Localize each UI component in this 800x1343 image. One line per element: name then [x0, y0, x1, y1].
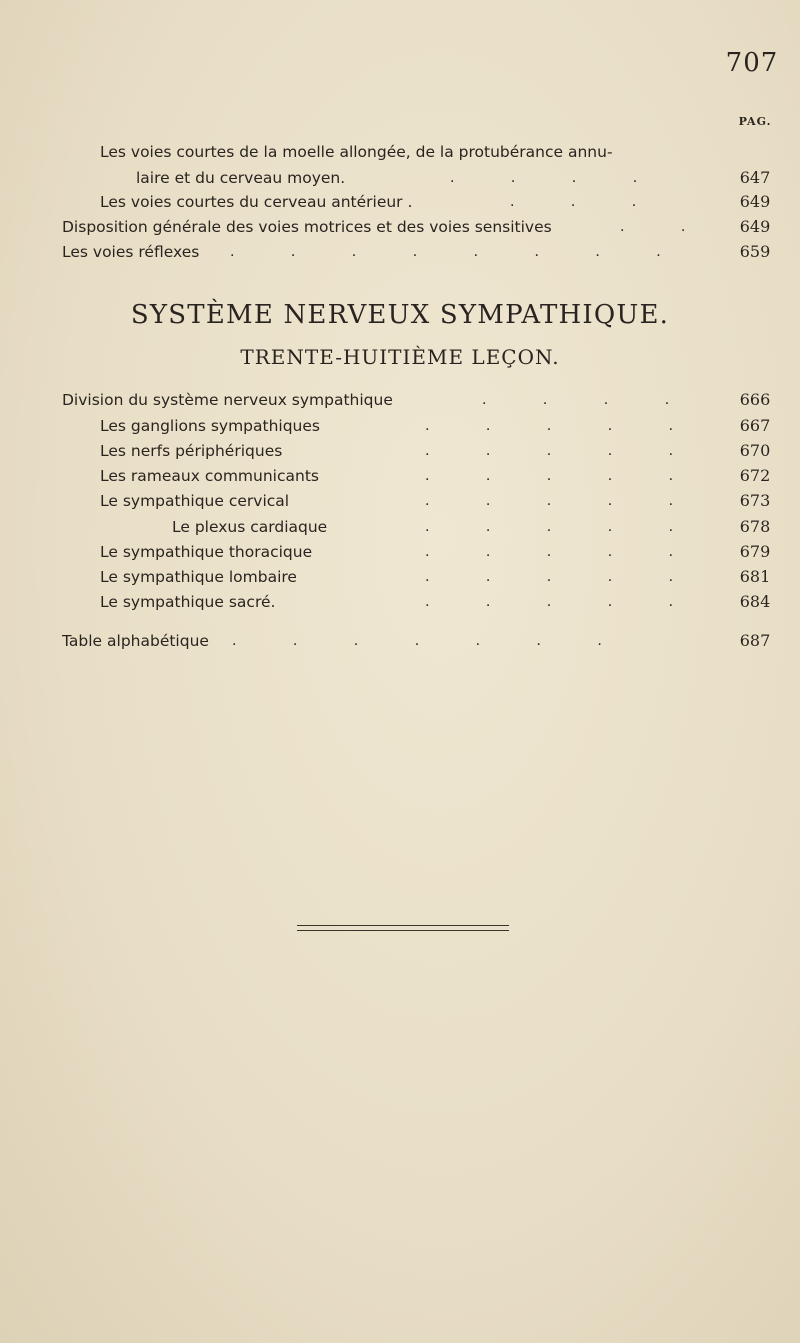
toc-entry: Le sympathique lombaire: [100, 568, 297, 586]
dot-leader: . . . . . . .: [232, 633, 628, 649]
toc-page-ref: 678: [739, 517, 771, 536]
section-title: SYSTÈME NERVEUX SYMPATHIQUE.: [130, 300, 670, 330]
dot-leader: . . . . .: [425, 569, 700, 585]
toc-entry: Le plexus cardiaque: [172, 518, 328, 536]
toc-page-ref: 672: [739, 466, 771, 485]
toc-entry: Le sympathique sacré.: [100, 593, 276, 611]
toc-entry: Les ganglions sympathiques: [100, 417, 320, 435]
toc-page-ref: 673: [739, 491, 771, 510]
toc-entry: Table alphabétique: [62, 632, 209, 650]
toc-page-ref: 647: [739, 168, 771, 187]
dot-leader: . . . . .: [425, 519, 700, 535]
toc-page-ref: 679: [739, 542, 771, 561]
closing-rule-top: [297, 925, 509, 926]
toc-page-ref: 666: [739, 390, 771, 409]
toc-page-ref: 670: [739, 441, 771, 460]
toc-page-ref: 659: [739, 242, 771, 261]
toc-entry-line1: Les voies courtes de la moelle allongée, de la protubérance annu-: [100, 143, 613, 161]
toc-entry: Disposition générale des voies motrices et des voies sensitives: [62, 218, 552, 236]
closing-rule-bottom: [297, 930, 509, 931]
page-column-header: PAG.: [738, 115, 772, 128]
lesson-title: TRENTE-HUITIÈME LEÇON.: [240, 345, 560, 369]
dot-leader: . . . . .: [425, 418, 700, 434]
dot-leader: . .: [620, 219, 712, 235]
toc-page-ref: 649: [739, 192, 771, 211]
dot-leader: . . . .: [450, 170, 664, 186]
toc-entry-line2: laire et du cerveau moyen.: [136, 169, 346, 187]
dot-leader: . . . . .: [425, 544, 700, 560]
page-number: 707: [725, 48, 779, 78]
toc-entry: Les nerfs périphériques: [100, 442, 283, 460]
toc-entry: Les voies réflexes: [62, 243, 200, 261]
toc-page-ref: 687: [739, 631, 771, 650]
toc-page-ref: 649: [739, 217, 771, 236]
dot-leader: . . . . .: [425, 468, 700, 484]
toc-entry: Division du système nerveux sympathique: [62, 391, 393, 409]
toc-entry: Le sympathique cervical: [100, 492, 290, 510]
dot-leader: . . . . .: [425, 493, 700, 509]
toc-page-ref: 681: [739, 567, 771, 586]
dot-leader: . . . .: [482, 392, 696, 408]
dot-leader: . . . . .: [425, 443, 700, 459]
toc-page-ref: 667: [739, 416, 771, 435]
toc-entry: Les rameaux communicants: [100, 467, 319, 485]
toc-entry: Le sympathique thoracique: [100, 543, 313, 561]
dot-leader: . . . . .: [425, 594, 700, 610]
toc-entry: Les voies courtes du cerveau antérieur .: [100, 193, 413, 211]
dot-leader: . . . . . . . .: [230, 244, 687, 260]
dot-leader: . . .: [510, 194, 663, 210]
toc-page-ref: 684: [739, 592, 771, 611]
